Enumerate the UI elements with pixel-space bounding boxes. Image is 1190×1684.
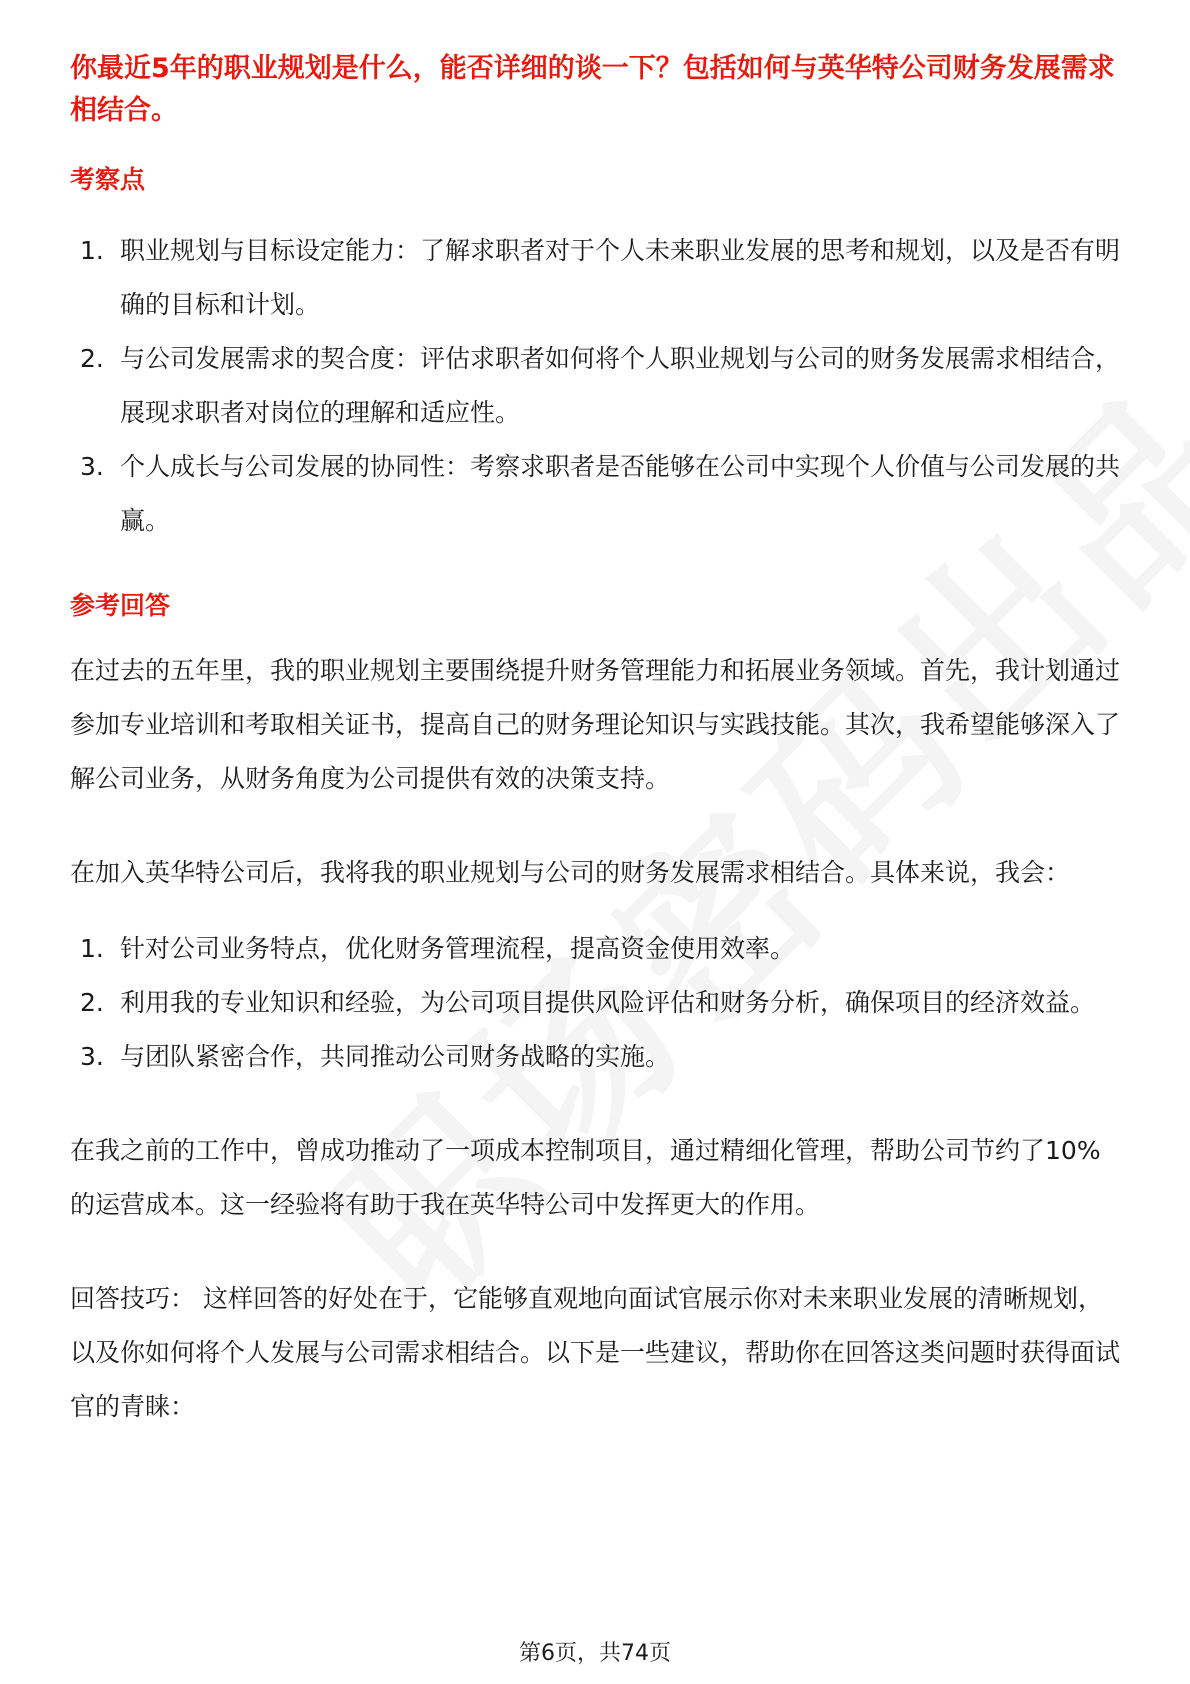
answer-list: [70, 922, 1120, 1084]
list-item: [70, 922, 1120, 976]
list-item-text: 职业规划与目标设定能力：了解求职者对于个人未来职业发展的思考和规划，以及是否有明确的目标和计划。: [120, 236, 1121, 319]
list-number: 1.: [80, 236, 104, 265]
list-number: 3.: [80, 1042, 104, 1071]
list-item-text: 针对公司业务特点，优化财务管理流程，提高资金使用效率。: [120, 934, 796, 963]
list-item-text: 与公司发展需求的契合度：评估求职者如何将个人职业规划与公司的财务发展需求相结合，展现求职者对岗位的理解和适应性。: [120, 344, 1121, 427]
exam-points-list: [70, 224, 1120, 548]
section-title-exam-points: 考察点: [70, 165, 146, 194]
page-footer: 第6页，共74页: [519, 1641, 671, 1666]
answer-paragraph: 在过去的五年里，我的职业规划主要围绕提升财务管理能力和拓展业务领域。首先，我计划通过参加专业培训和考取相关证书，提高自己的财务理论知识与实践技能。其次，我希望能够深入了解公司业务，从财务角度为公司提供有效的决策支持。: [70, 656, 1121, 793]
list-number: 3.: [80, 452, 104, 481]
list-item: [70, 332, 1120, 440]
list-number: 1.: [80, 934, 104, 963]
list-item-text: 个人成长与公司发展的协同性：考察求职者是否能够在公司中实现个人价值与公司发展的共赢。: [120, 452, 1121, 535]
question-heading: 你最近5年的职业规划是什么，能否详细的谈一下？包括如何与英华特公司财务发展需求相结合。: [70, 53, 1115, 126]
list-item: [70, 440, 1120, 548]
list-item: [70, 1030, 1120, 1084]
tips-paragraph: 回答技巧： 这样回答的好处在于，它能够直观地向面试官展示你对未来职业发展的清晰规划，以及你如何将个人发展与公司需求相结合。以下是一些建议，帮助你在回答这类问题时获得面试官的青睐：: [70, 1284, 1121, 1421]
list-item-text: 与团队紧密合作，共同推动公司财务战略的实施。: [120, 1042, 671, 1071]
answer-paragraph: 在我之前的工作中，曾成功推动了一项成本控制项目，通过精细化管理，帮助公司节约了10%的运营成本。这一经验将有助于我在英华特公司中发挥更大的作用。: [70, 1136, 1101, 1219]
answer-paragraph: 在加入英华特公司后，我将我的职业规划与公司的财务发展需求相结合。具体来说，我会：: [70, 858, 1071, 887]
list-item: [70, 976, 1120, 1030]
list-number: 2.: [80, 344, 104, 373]
list-item: [70, 224, 1120, 332]
page-content: [70, 48, 1120, 1434]
list-number: 2.: [80, 988, 104, 1017]
list-item-text: 利用我的专业知识和经验，为公司项目提供风险评估和财务分析，确保项目的经济效益。: [120, 988, 1096, 1017]
section-title-reference-answer: 参考回答: [70, 591, 171, 620]
